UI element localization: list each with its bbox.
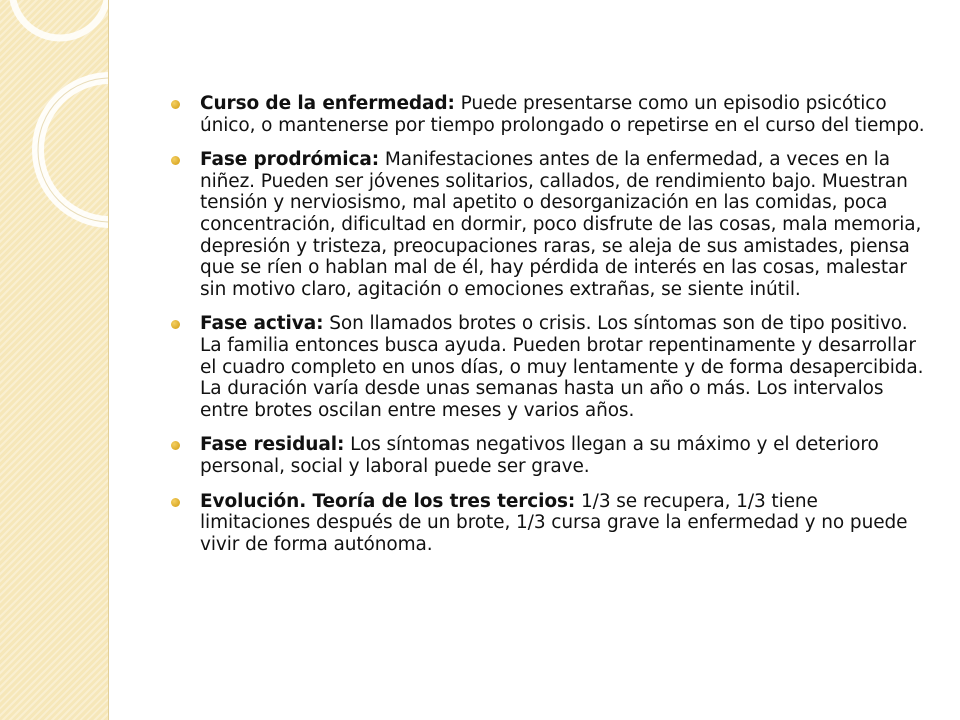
bullet-dot-icon (171, 320, 180, 329)
bullet-text: Puede presentarse como un episodio psicótico único, o mantenerse por tiempo prolongado o repetirse en el curso del tiempo. (200, 93, 925, 136)
bullet-item-fase-activa (171, 313, 931, 421)
bullet-item-curso (171, 93, 931, 136)
bullet-term: Fase prodrómica: (200, 149, 380, 171)
bullet-term: Fase residual: (200, 434, 345, 456)
slide-content (171, 93, 931, 568)
bullet-dot-icon (171, 100, 180, 109)
bullet-dot-icon (171, 441, 180, 450)
bullet-dot-icon (171, 498, 180, 507)
bullet-text: Los síntomas negativos llegan a su máximo y el deterioro personal, social y laboral puede ser grave. (200, 434, 879, 477)
bullet-term: Evolución. Teoría de los tres tercios: (200, 490, 576, 512)
decorative-rings-graphic (0, 0, 108, 720)
bullet-dot-icon (171, 156, 180, 165)
bullet-term: Fase activa: (200, 313, 324, 335)
bullet-text: Son llamados brotes o crisis. Los síntomas son de tipo positivo. La familia entonces busca ayuda. Pueden brotar repentinamente y desarrollar el cuadro completo en unos días, o muy lentamente y de forma desapercibida. La duración varía desde unas semanas hasta un año o más. Los intervalos entre brotes oscilan entre meses y varios años. (200, 313, 924, 421)
decorative-side-panel (0, 0, 109, 720)
bullet-text: Manifestaciones antes de la enfermedad, a veces en la niñez. Pueden ser jóvenes solitarios, callados, de rendimiento bajo. Muestran tensión y nerviosismo, mal apetito o desorganización en las comidas, poca concentración, dificultad en dormir, poco disfrute de las cosas, mala memoria, depresión y tristeza, preocupaciones raras, se aleja de sus amistades, piensa que se ríen o hablan mal de él, hay pérdida de interés en las cosas, malestar sin motivo claro, agitación o emociones extrañas, se siente inútil. (200, 149, 922, 300)
bullet-term: Curso de la enfermedad: (200, 93, 455, 114)
bullet-list (171, 93, 931, 555)
bullet-text: 1/3 se recupera, 1/3 tiene limitaciones después de un brote, 1/3 cursa grave la enfermedad y no puede vivir de forma autónoma. (200, 490, 908, 555)
bullet-item-evolucion (171, 491, 931, 556)
bullet-item-fase-residual (171, 434, 931, 477)
bullet-item-fase-prodromica (171, 149, 931, 300)
